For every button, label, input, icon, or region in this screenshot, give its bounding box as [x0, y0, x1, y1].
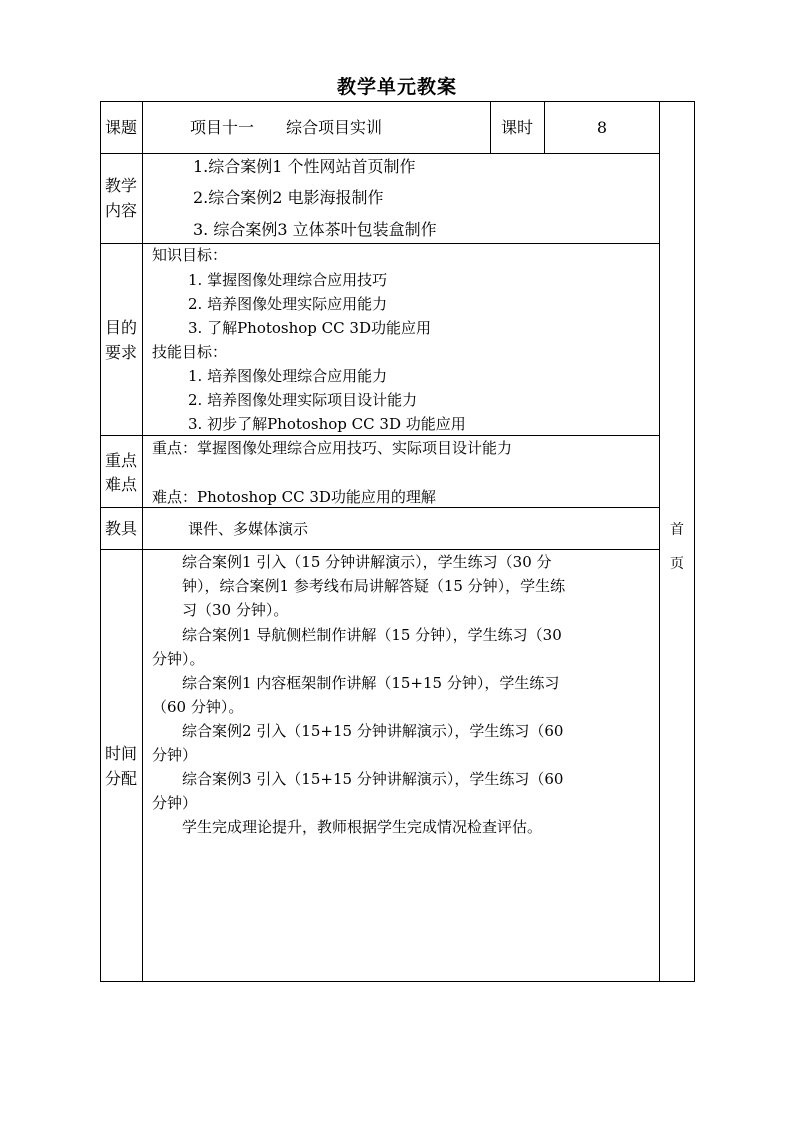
time-label-1: 时间 — [104, 744, 137, 763]
time-line: 钟），综合案例1 参考线布局讲解答疑（15 分钟），学生练 — [152, 577, 566, 595]
skill-heading: 技能目标： — [152, 343, 228, 361]
divider — [100, 435, 660, 436]
skill-item: 2. 培养图像处理实际项目设计能力 — [188, 391, 418, 409]
content-item: 1.综合案例1 个性网站首页制作 — [193, 157, 416, 176]
content-label-1: 教学 — [104, 176, 137, 195]
hours-value: 8 — [596, 118, 608, 137]
content-item: 3. 综合案例3 立体茶叶包装盒制作 — [193, 220, 437, 239]
knowledge-heading: 知识目标： — [152, 246, 228, 264]
time-line: 综合案例1 引入（15 分钟讲解演示），学生练习（30 分 — [152, 553, 552, 571]
tools-value: 课件、多媒体演示 — [188, 520, 309, 538]
content-item: 2.综合案例2 电影海报制作 — [193, 188, 384, 207]
time-line: 学生完成理论提升，教师根据学生完成情况检查评估。 — [152, 818, 543, 836]
knowledge-item: 2. 培养图像处理实际应用能力 — [188, 295, 388, 313]
subject-label: 课题 — [104, 118, 137, 137]
skill-item: 1. 培养图像处理综合应用能力 — [188, 367, 388, 385]
time-line: 综合案例1 导航侧栏制作讲解（15 分钟），学生练习（30 — [152, 626, 562, 644]
time-line: 分钟）。 — [152, 650, 205, 668]
difficult-point: 难点：Photoshop CC 3D功能应用的理解 — [152, 488, 436, 506]
focus-label-1: 重点 — [104, 451, 137, 470]
time-line: 综合案例3 引入（15+15 分钟讲解演示），学生练习（60 — [152, 770, 564, 788]
time-line: 习（30 分钟）。 — [152, 601, 289, 619]
time-line: 分钟） — [152, 794, 198, 812]
time-line: 分钟） — [152, 746, 198, 764]
time-label-2: 分配 — [104, 769, 137, 788]
side-char: 首 — [670, 522, 684, 538]
skill-item: 3. 初步了解Photoshop CC 3D 功能应用 — [188, 415, 466, 433]
hours-label: 课时 — [500, 118, 533, 137]
divider — [100, 243, 660, 244]
divider — [142, 101, 143, 982]
goals-label-1: 目的 — [104, 318, 137, 337]
divider — [100, 153, 660, 154]
divider — [100, 507, 660, 508]
knowledge-item: 1. 掌握图像处理综合应用技巧 — [188, 271, 388, 289]
content-label-2: 内容 — [104, 201, 137, 220]
goals-label-2: 要求 — [104, 343, 137, 362]
divider — [100, 549, 660, 550]
divider — [490, 101, 491, 154]
key-point: 重点：掌握图像处理综合应用技巧、实际项目设计能力 — [152, 439, 513, 457]
tools-label: 教具 — [104, 519, 137, 538]
time-line: 综合案例1 内容框架制作讲解（15+15 分钟），学生练习 — [152, 674, 560, 692]
focus-label-2: 难点 — [104, 475, 137, 494]
subject-value: 项目十一 综合项目实训 — [190, 118, 383, 137]
time-line: （60 分钟）。 — [152, 698, 244, 716]
page-title: 教学单元教案 — [336, 76, 457, 98]
side-char: 页 — [670, 556, 684, 572]
knowledge-item: 3. 了解Photoshop CC 3D功能应用 — [188, 319, 431, 337]
time-line: 综合案例2 引入（15+15 分钟讲解演示），学生练习（60 — [152, 722, 564, 740]
